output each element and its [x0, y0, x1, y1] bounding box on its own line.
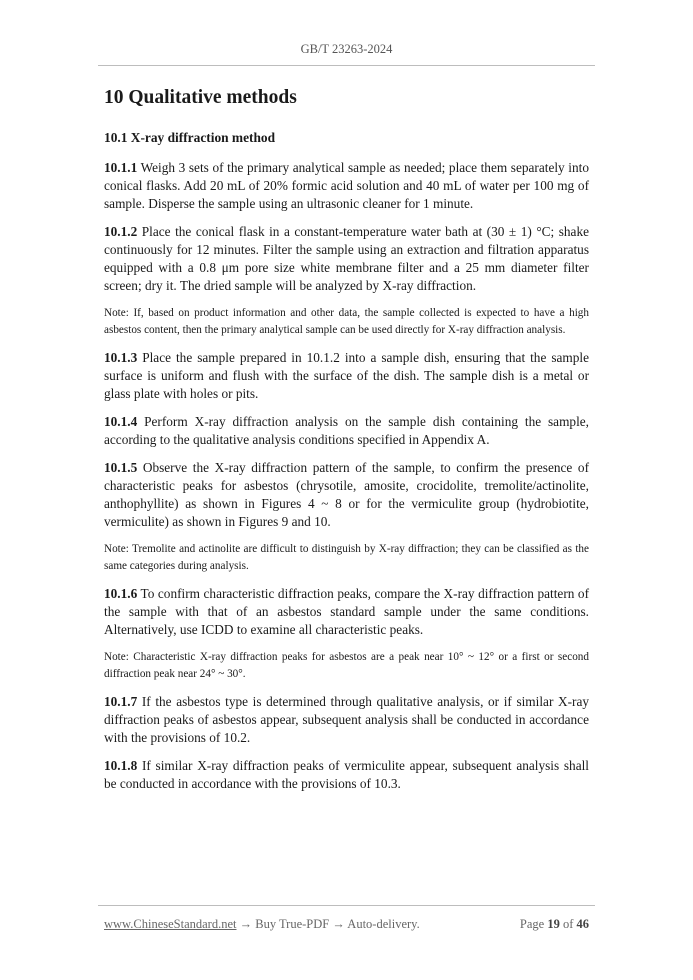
clause-10-1-8 — [104, 757, 589, 793]
page-content — [104, 86, 589, 803]
note-diffraction-peaks: Note: Characteristic X-ray diffraction peaks for asbestos are a peak near 10° ~ 12° or a first or second diffraction peak near 24° ~ 30°. — [104, 650, 589, 680]
clause-number: 10.1.5 — [104, 459, 138, 475]
clause-number: 10.1.1 — [104, 159, 138, 175]
clause-10-1-4 — [104, 413, 589, 449]
clause-text: If the asbestos type is determined through qualitative analysis, or if similar X-ray diffraction peaks of asbestos appear, subsequent analysis shall be conducted in accordance with the provisions of 10.2. — [104, 693, 589, 745]
clause-number: 10.1.4 — [104, 413, 138, 429]
note-tremolite: Note: Tremolite and actinolite are difficult to distinguish by X-ray diffraction; they can be classified as the same categories during analysis. — [104, 542, 589, 572]
footer-tagline: → Buy True-PDF → Auto-delivery. — [236, 917, 420, 931]
site-link[interactable]: www.ChineseStandard.net — [104, 917, 237, 931]
clause-text: To confirm characteristic diffraction peaks, compare the X-ray diffraction pattern of the sample with that of an asbestos standard sample under the same conditions. Alternatively, use ICDD to examine all characteristic peaks. — [104, 585, 589, 637]
footer-promo — [104, 917, 420, 932]
clause-10-1-2 — [104, 223, 589, 295]
subsection-title: 10.1 X-ray diffraction method — [104, 130, 276, 146]
clause-text: Observe the X-ray diffraction pattern of the sample, to confirm the presence of characteristic peaks for asbestos (chrysotile, amosite, crocidolite, tremolite/actinolite, anthophyllite) as shown in Figures 4 ~ 8 or for the vermiculite group (hydrobiotite, vermiculite) as shown in Figures 9 and 10. — [104, 459, 589, 529]
clause-text: Place the sample prepared in 10.1.2 into a sample dish, ensuring that the sample surface is uniform and flush with the surface of the dish. The sample dish is a metal or glass plate with holes or pits. — [104, 349, 589, 401]
header-divider — [98, 65, 595, 66]
clause-number: 10.1.8 — [104, 757, 138, 773]
clause-number: 10.1.7 — [104, 693, 138, 709]
clause-10-1-7 — [104, 693, 589, 747]
clause-10-1-6 — [104, 585, 589, 639]
clause-number: 10.1.6 — [104, 585, 138, 601]
footer-divider — [98, 905, 595, 906]
section-title: 10 Qualitative methods — [104, 87, 297, 108]
clause-10-1-5 — [104, 459, 589, 531]
clause-number: 10.1.2 — [104, 223, 138, 239]
clause-10-1-3 — [104, 349, 589, 403]
page-header: GB/T 23263-2024 — [300, 42, 393, 56]
clause-text: If similar X-ray diffraction peaks of vermiculite appear, subsequent analysis shall be conducted in accordance with the provisions of 10.3. — [104, 757, 589, 791]
page-number — [520, 917, 589, 932]
of-label: of — [559, 917, 577, 931]
total-pages: 46 — [576, 917, 589, 931]
clause-number: 10.1.3 — [104, 349, 138, 365]
page-label: Page — [519, 917, 548, 931]
clause-text: Place the conical flask in a constant-temperature water bath at (30 ± 1) °C; shake continuously for 12 minutes. Filter the sample using an extraction and filtration apparatus equipped with a 0.8 μm pore size white membrane filter and a 25 mm diameter filter screen; dry it. The dried sample will be analyzed by X-ray diffraction. — [104, 223, 589, 293]
note-high-asbestos: Note: If, based on product information and other data, the sample collected is expected to have a high asbestos content, then the primary analytical sample can be used directly for X-ray diffraction analysis. — [104, 306, 589, 336]
clause-text: Weigh 3 sets of the primary analytical sample as needed; place them separately into conical flasks. Add 20 mL of 20% formic acid solution and 40 mL of water per 100 mg of sample. Disperse the sample using an ultrasonic cleaner for 1 minute. — [104, 159, 589, 211]
clause-10-1-1 — [104, 159, 589, 213]
current-page: 19 — [547, 917, 560, 931]
clause-text: Perform X-ray diffraction analysis on the sample dish containing the sample, according to the qualitative analysis conditions specified in Appendix A. — [104, 413, 589, 447]
